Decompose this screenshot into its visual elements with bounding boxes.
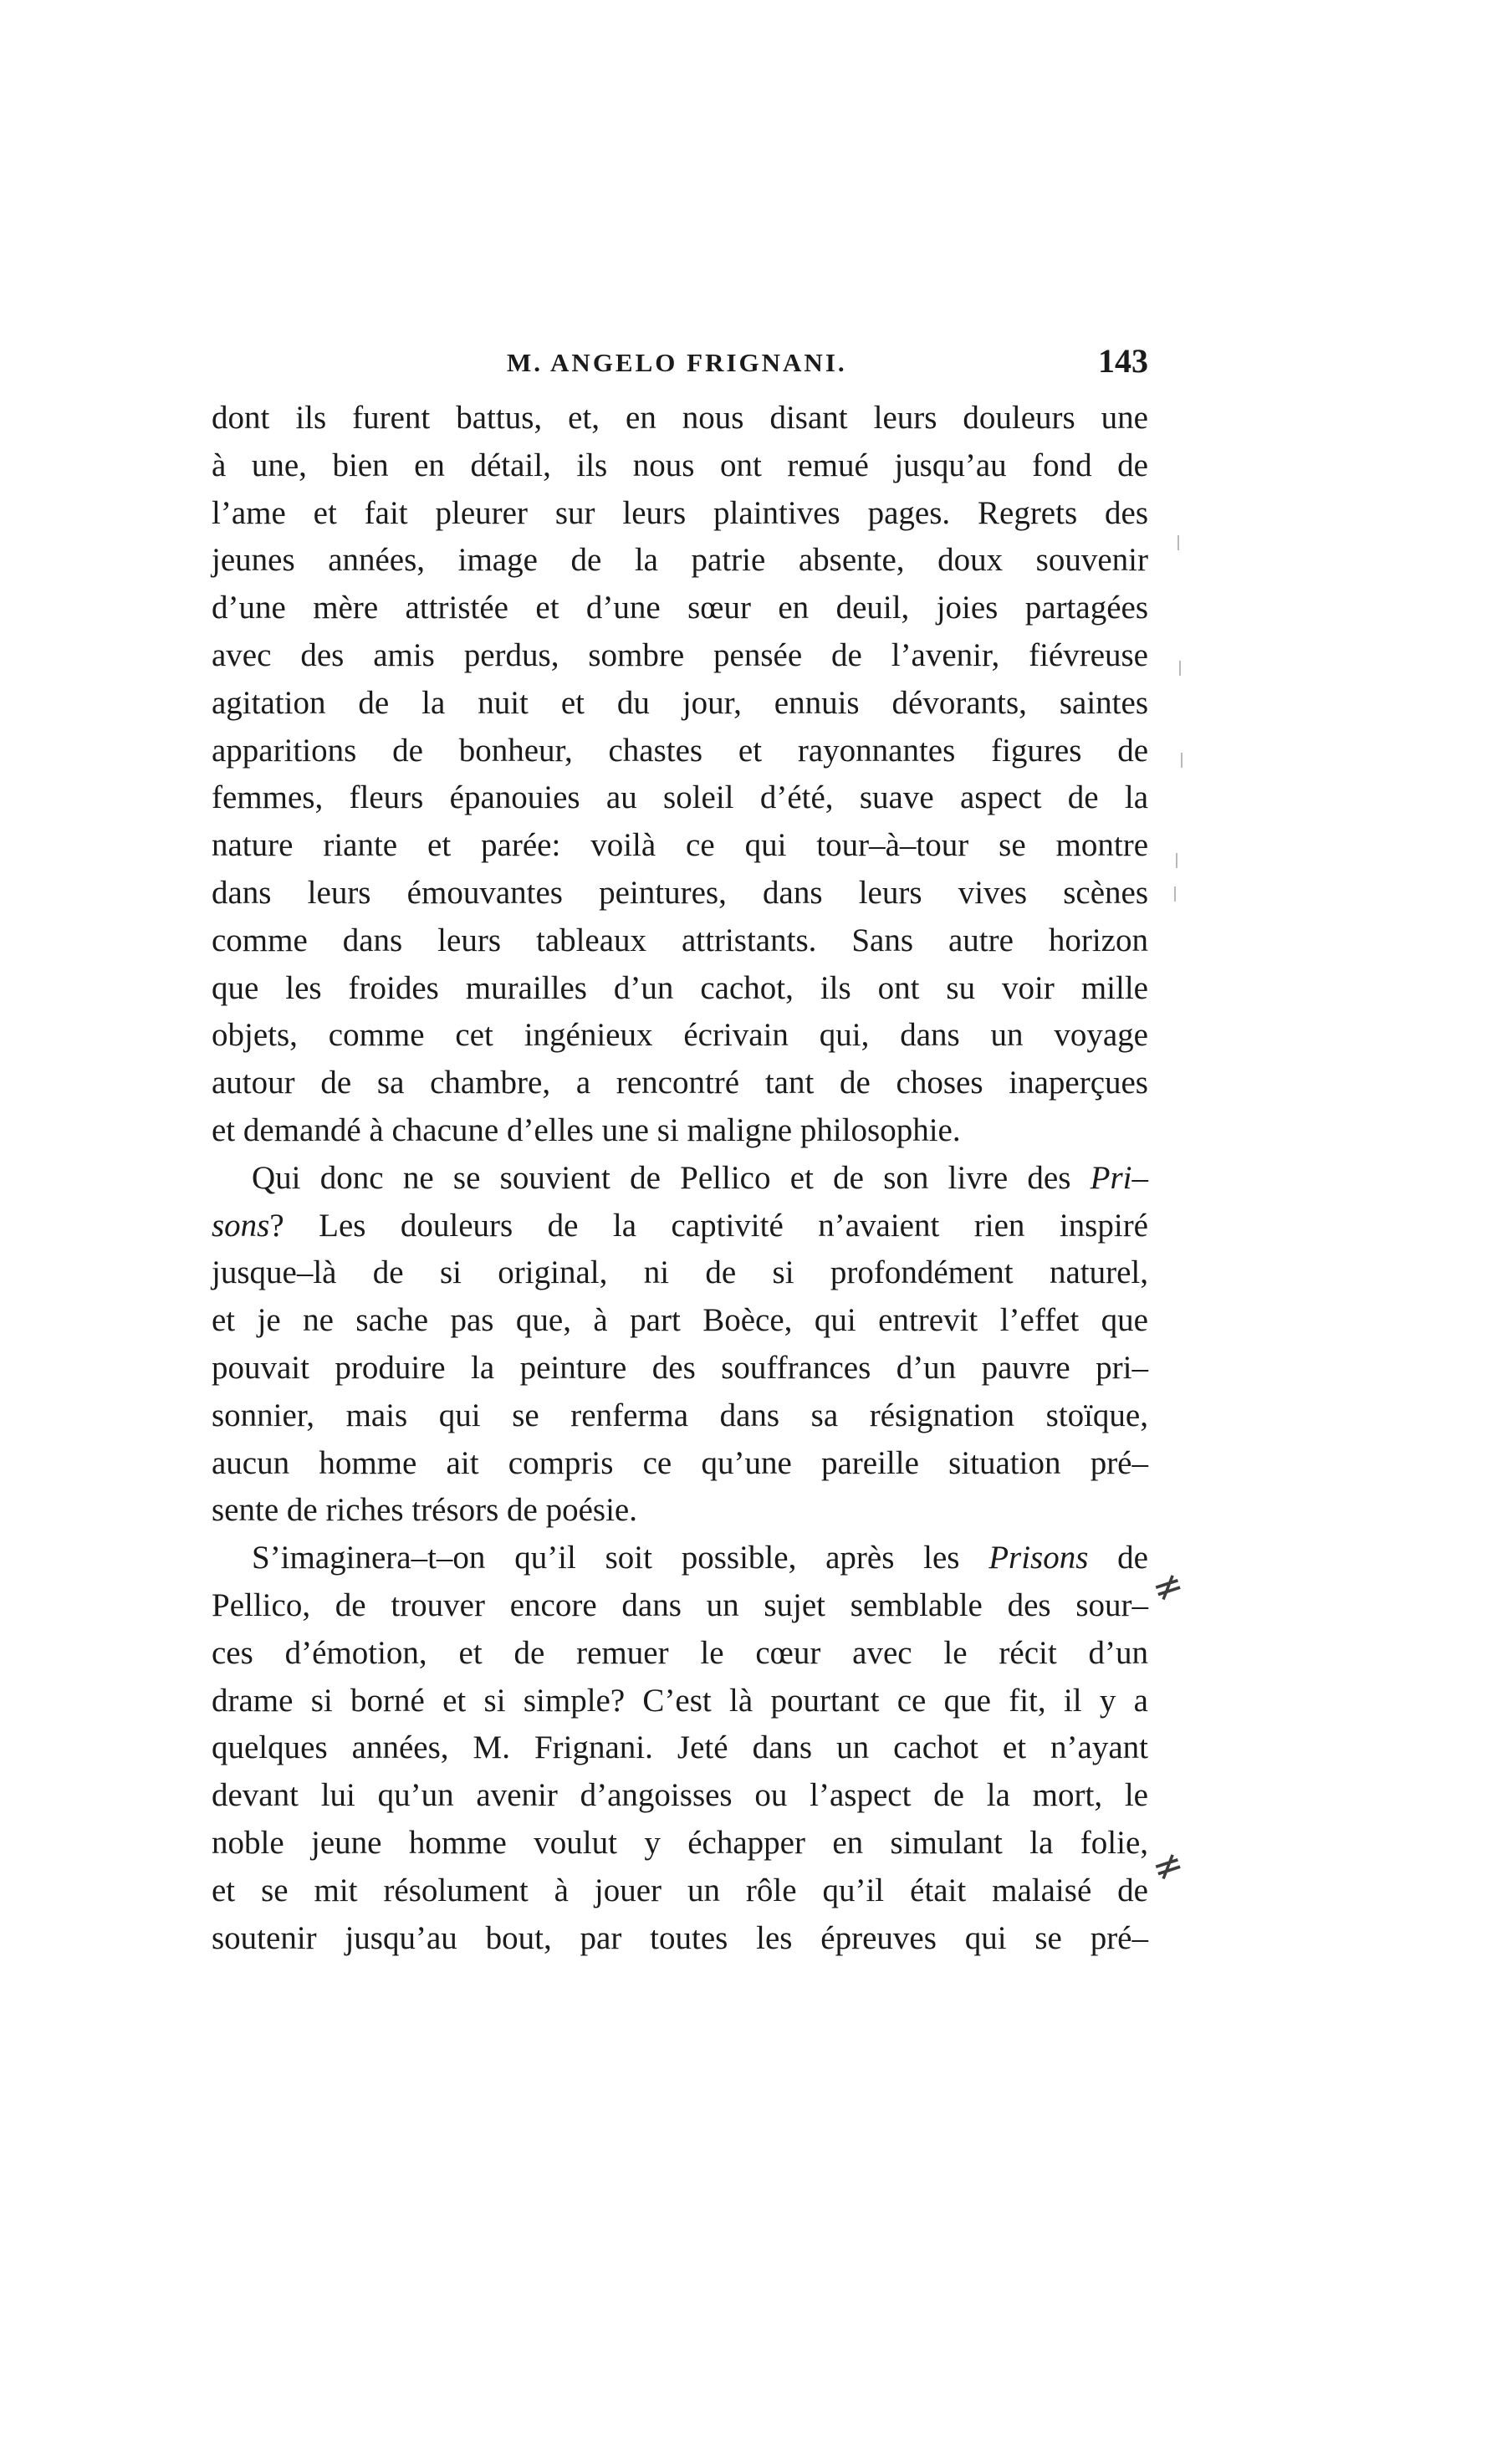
- text-line: que les froides murailles d’un cachot, ils ont su voir mille: [212, 969, 1148, 1006]
- scan-speck: [1181, 753, 1183, 768]
- text-line: et je ne sache pas que, à part Boèce, qui entrevit l’effet que: [212, 1302, 1148, 1339]
- text-line: à une, bien en détail, ils nous ont remué jusqu’au fond de: [212, 447, 1148, 483]
- text-span: de: [1088, 1540, 1148, 1576]
- text-line: et demandé à chacune d’elles une si maligne philosophie.: [212, 1111, 961, 1148]
- scan-speck: [1174, 886, 1176, 902]
- text-line: apparitions de bonheur, chastes et rayonnantes figures de: [212, 732, 1148, 769]
- scan-speck: [1179, 661, 1181, 676]
- text-line: devant lui qu’un avenir d’angoisses ou l’aspect de la mort, le: [212, 1777, 1148, 1814]
- italic-title-span: sons: [212, 1207, 270, 1244]
- running-title: M. ANGELO FRIGNANI.: [507, 348, 847, 377]
- paragraph-3: [212, 1535, 1148, 1962]
- text-line: Pellico, de trouver encore dans un sujet semblable des sour–: [212, 1586, 1148, 1623]
- italic-title-span: Prisons: [988, 1540, 1089, 1576]
- text-line: l’ame et fait pleurer sur leurs plaintives pages. Regrets des: [212, 494, 1148, 531]
- text-line: dans leurs émouvantes peintures, dans leurs vives scènes: [212, 874, 1148, 911]
- text-line: quelques années, M. Frignani. Jeté dans un cachot et n’ayant: [212, 1729, 1148, 1766]
- text-line: comme dans leurs tableaux attristants. Sans autre horizon: [212, 922, 1148, 958]
- text-line: femmes, fleurs épanouies au soleil d’été, suave aspect de la: [212, 779, 1148, 816]
- text-line: objets, comme cet ingénieux écrivain qui, dans un voyage: [212, 1017, 1148, 1054]
- text-span: ? Les douleurs de la captivité n’avaient rien inspiré: [269, 1207, 1148, 1244]
- text-line: agitation de la nuit et du jour, ennuis dévorants, saintes: [212, 684, 1148, 721]
- text-line: sonnier, mais qui se renferma dans sa résignation stoïque,: [212, 1397, 1148, 1433]
- text-line: noble jeune homme voulut y échapper en simulant la folie,: [212, 1824, 1148, 1861]
- scan-speck: [1176, 853, 1177, 868]
- scan-speck: [1177, 535, 1179, 550]
- text-line: pouvait produire la peinture des souffrances d’un pauvre pri–: [212, 1349, 1148, 1386]
- text-line: [212, 1203, 1148, 1250]
- text-line: nature riante et parée: voilà ce qui tour–à–tour se montre: [212, 827, 1148, 864]
- body-text: [212, 395, 1148, 1962]
- text-line: d’une mère attristée et d’une sœur en deuil, joies partagées: [212, 590, 1148, 626]
- text-line: autour de sa chambre, a rencontré tant de choses inaperçues: [212, 1065, 1148, 1101]
- text-line: avec des amis perdus, sombre pensée de l’avenir, fiévreuse: [212, 636, 1148, 673]
- text-line: [212, 1535, 1148, 1582]
- text-line: soutenir jusqu’au bout, par toutes les épreuves qui se pré–: [212, 1919, 1148, 1956]
- page-number: 143: [1098, 342, 1148, 380]
- text-span: Qui donc ne se souvient de Pellico et de son livre des: [252, 1159, 1091, 1196]
- text-span: S’imaginera–t–on qu’il soit possible, après les: [252, 1540, 989, 1576]
- text-line: aucun homme ait compris ce qu’une pareille situation pré–: [212, 1444, 1148, 1481]
- text-line: drame si borné et si simple? C’est là pourtant ce que fit, il y a: [212, 1682, 1148, 1719]
- text-line: jeunes années, image de la patrie absente, doux souvenir: [212, 542, 1148, 579]
- margin-mark: ≠: [1147, 1841, 1189, 1892]
- paragraph-2: [212, 1155, 1148, 1535]
- text-line: et se mit résolument à jouer un rôle qu’il était malaisé de: [212, 1872, 1148, 1908]
- italic-title-span: Pri–: [1090, 1159, 1148, 1196]
- text-line: [212, 1155, 1148, 1203]
- text-line: ces d’émotion, et de remuer le cœur avec le récit d’un: [212, 1634, 1148, 1671]
- text-line: dont ils furent battus, et, en nous disant leurs douleurs une: [212, 400, 1148, 436]
- text-line: sente de riches trésors de poésie.: [212, 1492, 637, 1529]
- text-line: jusque–là de si original, ni de si profondément naturel,: [212, 1254, 1148, 1291]
- margin-mark: ≠: [1147, 1561, 1189, 1612]
- running-head: [212, 341, 1148, 388]
- paragraph-1: [212, 395, 1148, 1155]
